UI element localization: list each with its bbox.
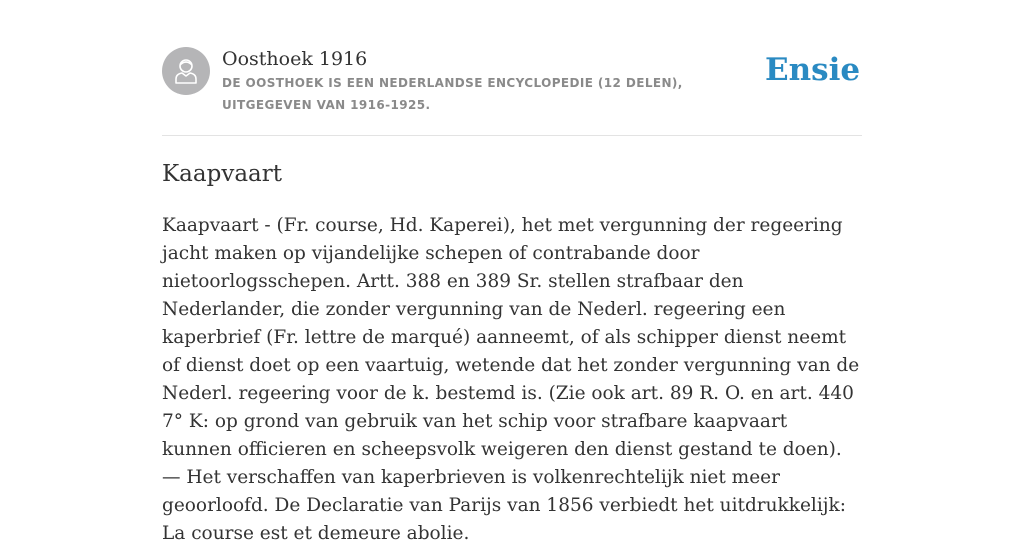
source-description: DE OOSTHOEK IS EEN NEDERLANDSE ENCYCLOPEDIE (12 DELEN), UITGEGEVEN VAN 1916-1925. [222,76,683,112]
source-header [162,47,862,135]
article-body: Kaapvaart - (Fr. course, Hd. Kaperei), het met vergunning der regeering jacht maken op vijandelijke schepen of contrabande door nietoorlogsschepen. Artt. 388 en 389 Sr. stellen strafbaar den Nederlander, die zonder vergunning van de Nederl. regeering een kaperbrief (Fr. lettre de marqué) aanneemt, of als schipper dienst neemt of dienst doet op een vaartuig, wetende dat het zonder vergunning van de Nederl. regeering voor de k. bestemd is. (Zie ook art. 89 R. O. en art. 440 7° K: op grond van gebruik van het schip voor strafbare kaapvaart kunnen officieren en scheepsvolk weigeren den dienst gestand te doen). — Het verschaffen van kaperbrieven is volkenrechtelijk niet meer geoorloofd. De Declaratie van Parijs van 1856 verbiedt het uitdrukkelijk: La course est et demeure abolie. [162,215,860,544]
source-name-link[interactable]: Oosthoek 1916 [222,48,368,70]
avatar[interactable] [162,47,210,95]
divider [162,135,862,136]
user-avatar-icon [171,56,201,86]
ensie-logo[interactable]: Ensie [765,52,861,88]
article-title: Kaapvaart [162,161,282,187]
